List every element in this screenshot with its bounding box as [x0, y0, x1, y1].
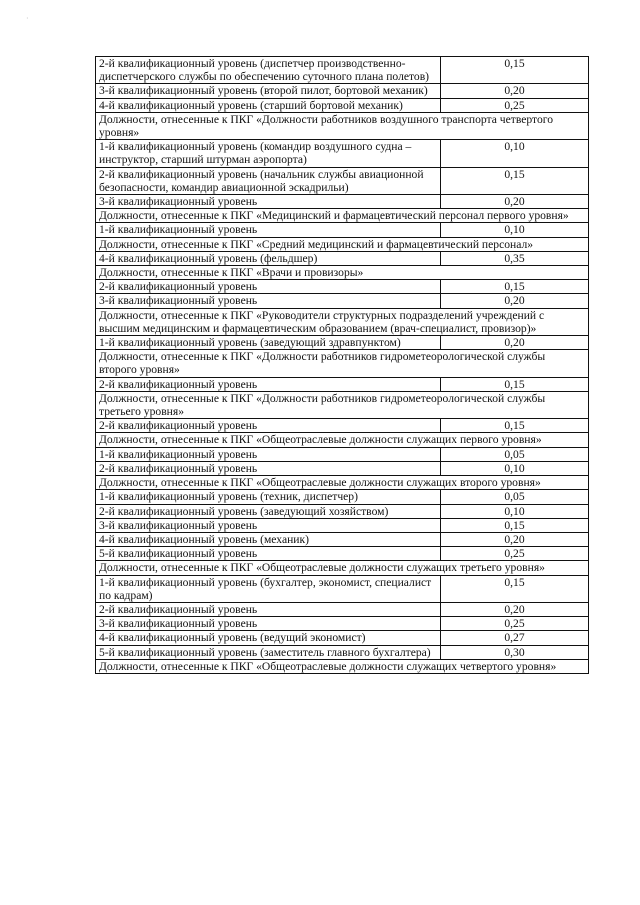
level-row [96, 504, 589, 518]
level-row [96, 575, 589, 602]
qualification-level: 5-й квалификационный уровень [96, 547, 441, 561]
coefficient-value: 0,15 [441, 280, 589, 294]
level-row [96, 84, 589, 98]
group-title: Должности, отнесенные к ПКГ «Врачи и провизоры» [96, 266, 589, 280]
coefficient-value: 0,35 [441, 251, 589, 265]
coefficient-value: 0,25 [441, 617, 589, 631]
group-title: Должности, отнесенные к ПКГ «Руководители структурных подразделений учреждений с высшим медицинским и фармацевтическим образованием (врач-специалист, провизор)» [96, 308, 589, 335]
qualification-level: 4-й квалификационный уровень (фельдшер) [96, 251, 441, 265]
coefficient-value: 0,10 [441, 140, 589, 167]
group-title: Должности, отнесенные к ПКГ «Общеотраслевые должности служащих второго уровня» [96, 476, 589, 490]
qualification-level: 2-й квалификационный уровень [96, 461, 441, 475]
coefficient-value: 0,15 [441, 575, 589, 602]
coefficient-value: 0,15 [441, 57, 589, 84]
level-row [96, 377, 589, 391]
coefficient-value: 0,27 [441, 631, 589, 645]
coefficient-value: 0,25 [441, 547, 589, 561]
group-header-row [96, 237, 589, 251]
level-row [96, 645, 589, 659]
qualification-level: 4-й квалификационный уровень (механик) [96, 532, 441, 546]
qualification-level: 2-й квалификационный уровень [96, 602, 441, 616]
level-row [96, 98, 589, 112]
level-row [96, 532, 589, 546]
group-header-row [96, 266, 589, 280]
level-row [96, 140, 589, 167]
level-row [96, 419, 589, 433]
qualification-level: 5-й квалификационный уровень (заместитель главного бухгалтера) [96, 645, 441, 659]
qualification-level: 4-й квалификационный уровень (старший бортовой механик) [96, 98, 441, 112]
qualification-level: 2-й квалификационный уровень (заведующий хозяйством) [96, 504, 441, 518]
level-row [96, 461, 589, 475]
group-title: Должности, отнесенные к ПКГ «Средний медицинский и фармацевтический персонал» [96, 237, 589, 251]
group-header-row [96, 308, 589, 335]
qualification-level: 1-й квалификационный уровень [96, 223, 441, 237]
level-row [96, 195, 589, 209]
group-header-row [96, 476, 589, 490]
coefficient-value: 0,20 [441, 294, 589, 308]
coefficient-value: 0,15 [441, 377, 589, 391]
group-header-row [96, 209, 589, 223]
coefficient-value: 0,10 [441, 504, 589, 518]
qualification-level: 1-й квалификационный уровень [96, 447, 441, 461]
level-row [96, 617, 589, 631]
coefficient-value: 0,20 [441, 84, 589, 98]
coefficient-value: 0,15 [441, 419, 589, 433]
group-header-row [96, 561, 589, 575]
group-title: Должности, отнесенные к ПКГ «Медицинский и фармацевтический персонал первого уровня» [96, 209, 589, 223]
coefficient-value: 0,10 [441, 223, 589, 237]
group-header-row [96, 433, 589, 447]
coefficient-value: 0,15 [441, 167, 589, 194]
group-header-row [96, 659, 589, 673]
group-title: Должности, отнесенные к ПКГ «Должности работников гидрометеорологической службы второго уровня» [96, 350, 589, 377]
group-header-row [96, 391, 589, 418]
coefficient-value: 0,20 [441, 532, 589, 546]
qualification-level: 1-й квалификационный уровень (бухгалтер, экономист, специалист по кадрам) [96, 575, 441, 602]
level-row [96, 631, 589, 645]
qualification-level: 2-й квалификационный уровень [96, 377, 441, 391]
coefficients-table [95, 56, 589, 674]
group-title: Должности, отнесенные к ПКГ «Общеотраслевые должности служащих третьего уровня» [96, 561, 589, 575]
level-row [96, 447, 589, 461]
qualification-level: 2-й квалификационный уровень [96, 419, 441, 433]
level-row [96, 602, 589, 616]
qualification-level: 3-й квалификационный уровень [96, 518, 441, 532]
qualification-level: 3-й квалификационный уровень (второй пилот, бортовой механик) [96, 84, 441, 98]
group-header-row [96, 350, 589, 377]
coefficient-value: 0,10 [441, 461, 589, 475]
group-header-row [96, 112, 589, 139]
table-body [96, 57, 589, 674]
qualification-level: 3-й квалификационный уровень [96, 195, 441, 209]
page-corner-mark: · [26, 14, 29, 23]
level-row [96, 518, 589, 532]
level-row [96, 547, 589, 561]
group-title: Должности, отнесенные к ПКГ «Должности работников гидрометеорологической службы третьего уровня» [96, 391, 589, 418]
coefficient-value: 0,25 [441, 98, 589, 112]
qualification-level: 2-й квалификационный уровень (диспетчер производственно-диспетчерского службы по обеспечению суточного плана полетов) [96, 57, 441, 84]
qualification-level: 2-й квалификационный уровень (начальник службы авиационной безопасности, командир авиационной эскадрильи) [96, 167, 441, 194]
level-row [96, 294, 589, 308]
qualification-level: 1-й квалификационный уровень (техник, диспетчер) [96, 490, 441, 504]
level-row [96, 167, 589, 194]
qualification-level: 1-й квалификационный уровень (командир воздушного судна – инструктор, старший штурман аэропорта) [96, 140, 441, 167]
level-row [96, 490, 589, 504]
coefficient-value: 0,20 [441, 336, 589, 350]
coefficient-value: 0,20 [441, 195, 589, 209]
coefficient-value: 0,20 [441, 602, 589, 616]
group-title: Должности, отнесенные к ПКГ «Должности работников воздушного транспорта четвертого уровня» [96, 112, 589, 139]
qualification-level: 3-й квалификационный уровень [96, 617, 441, 631]
group-title: Должности, отнесенные к ПКГ «Общеотраслевые должности служащих четвертого уровня» [96, 659, 589, 673]
level-row [96, 223, 589, 237]
coefficient-value: 0,05 [441, 490, 589, 504]
coefficient-value: 0,05 [441, 447, 589, 461]
level-row [96, 251, 589, 265]
coefficient-value: 0,30 [441, 645, 589, 659]
qualification-level: 1-й квалификационный уровень (заведующий здравпунктом) [96, 336, 441, 350]
qualification-level: 2-й квалификационный уровень [96, 280, 441, 294]
qualification-level: 3-й квалификационный уровень [96, 294, 441, 308]
level-row [96, 336, 589, 350]
group-title: Должности, отнесенные к ПКГ «Общеотраслевые должности служащих первого уровня» [96, 433, 589, 447]
level-row [96, 280, 589, 294]
level-row [96, 57, 589, 84]
coefficient-value: 0,15 [441, 518, 589, 532]
qualification-level: 4-й квалификационный уровень (ведущий экономист) [96, 631, 441, 645]
